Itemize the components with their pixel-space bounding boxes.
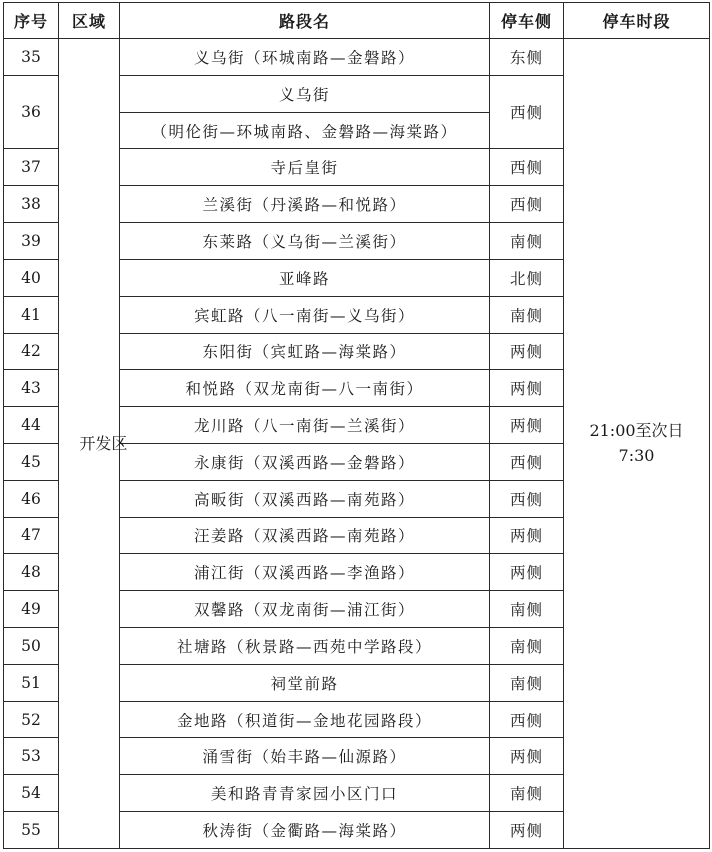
road-name: 祠堂前路 bbox=[120, 664, 490, 701]
parking-side: 西侧 bbox=[490, 75, 564, 149]
row-number: 51 bbox=[4, 664, 59, 701]
road-name: 美和路青青家园小区门口 bbox=[120, 775, 490, 812]
road-name: 金地路（积道街—金地花园路段） bbox=[120, 701, 490, 738]
header-period: 停车时段 bbox=[564, 3, 710, 39]
district-cell bbox=[59, 39, 128, 849]
parking-side: 两侧 bbox=[490, 333, 564, 370]
parking-side: 南侧 bbox=[490, 628, 564, 665]
header-row bbox=[4, 3, 710, 39]
road-name: 东阳街（宾虹路—海棠路） bbox=[120, 333, 490, 370]
road-name: 寺后皇街 bbox=[120, 149, 490, 186]
parking-side: 两侧 bbox=[490, 554, 564, 591]
district-label: 开发区 bbox=[79, 433, 128, 453]
row-number: 37 bbox=[4, 149, 59, 186]
parking-side: 两侧 bbox=[490, 738, 564, 775]
parking-side: 西侧 bbox=[490, 480, 564, 517]
parking-side: 南侧 bbox=[490, 775, 564, 812]
row-number: 35 bbox=[4, 39, 59, 76]
road-name: 兰溪街（丹溪路—和悦路） bbox=[120, 186, 490, 223]
row-number: 42 bbox=[4, 333, 59, 370]
row-number: 54 bbox=[4, 775, 59, 812]
row-number: 40 bbox=[4, 259, 59, 296]
row-number: 47 bbox=[4, 517, 59, 554]
road-name: 东莱路（义乌街—兰溪街） bbox=[120, 223, 490, 260]
period-cell bbox=[564, 39, 710, 849]
parking-table bbox=[3, 2, 710, 849]
row-number: 52 bbox=[4, 701, 59, 738]
road-name: 亚峰路 bbox=[120, 259, 490, 296]
parking-side: 南侧 bbox=[490, 664, 564, 701]
road-name: 龙川路（八一南街—兰溪街） bbox=[120, 407, 490, 444]
header-road: 路段名 bbox=[120, 3, 490, 39]
road-name: 汪姜路（双溪西路—南苑路） bbox=[120, 517, 490, 554]
road-name: 宾虹路（八一南街—义乌街） bbox=[120, 296, 490, 333]
parking-side: 南侧 bbox=[490, 591, 564, 628]
header-district: 区域 bbox=[59, 3, 120, 39]
parking-side: 西侧 bbox=[490, 701, 564, 738]
row-number: 41 bbox=[4, 296, 59, 333]
road-name: 浦江街（双溪西路—李渔路） bbox=[120, 554, 490, 591]
row-number: 46 bbox=[4, 480, 59, 517]
row-number: 53 bbox=[4, 738, 59, 775]
road-name: 涌雪街（始丰路—仙源路） bbox=[120, 738, 490, 775]
road-name: 义乌街 bbox=[120, 75, 490, 112]
header-no: 序号 bbox=[4, 3, 59, 39]
parking-period bbox=[589, 419, 683, 469]
row-number: 44 bbox=[4, 407, 59, 444]
parking-side: 北侧 bbox=[490, 259, 564, 296]
road-name: （明伦街—环城南路、金磐路—海棠路） bbox=[120, 112, 490, 149]
road-name: 高畈街（双溪西路—南苑路） bbox=[120, 480, 490, 517]
row-number: 36 bbox=[4, 75, 59, 149]
road-name: 社塘路（秋景路—西苑中学路段） bbox=[120, 628, 490, 665]
header-side: 停车侧 bbox=[490, 3, 564, 39]
row-number: 49 bbox=[4, 591, 59, 628]
parking-side: 东侧 bbox=[490, 39, 564, 76]
row-number: 39 bbox=[4, 223, 59, 260]
row-number: 55 bbox=[4, 812, 59, 849]
road-name: 双馨路（双龙南街—浦江街） bbox=[120, 591, 490, 628]
road-name: 永康街（双溪西路—金磐路） bbox=[120, 443, 490, 480]
parking-side: 西侧 bbox=[490, 149, 564, 186]
road-name: 和悦路（双龙南街—八一南街） bbox=[120, 370, 490, 407]
parking-side: 南侧 bbox=[490, 223, 564, 260]
table-row bbox=[4, 39, 710, 76]
parking-side: 两侧 bbox=[490, 812, 564, 849]
parking-period-line: 21:00至次日 bbox=[589, 420, 684, 440]
parking-side: 西侧 bbox=[490, 186, 564, 223]
parking-side: 西侧 bbox=[490, 443, 564, 480]
parking-side: 两侧 bbox=[490, 517, 564, 554]
road-name: 秋涛街（金衢路—海棠路） bbox=[120, 812, 490, 849]
row-number: 50 bbox=[4, 628, 59, 665]
row-number: 45 bbox=[4, 443, 59, 480]
road-name: 义乌街（环城南路—金磐路） bbox=[120, 39, 490, 76]
parking-side: 两侧 bbox=[490, 407, 564, 444]
row-number: 38 bbox=[4, 186, 59, 223]
parking-side: 两侧 bbox=[490, 370, 564, 407]
table-body bbox=[4, 39, 710, 849]
parking-side: 南侧 bbox=[490, 296, 564, 333]
row-number: 43 bbox=[4, 370, 59, 407]
row-number: 48 bbox=[4, 554, 59, 591]
parking-period-line: 7:30 bbox=[618, 445, 655, 465]
